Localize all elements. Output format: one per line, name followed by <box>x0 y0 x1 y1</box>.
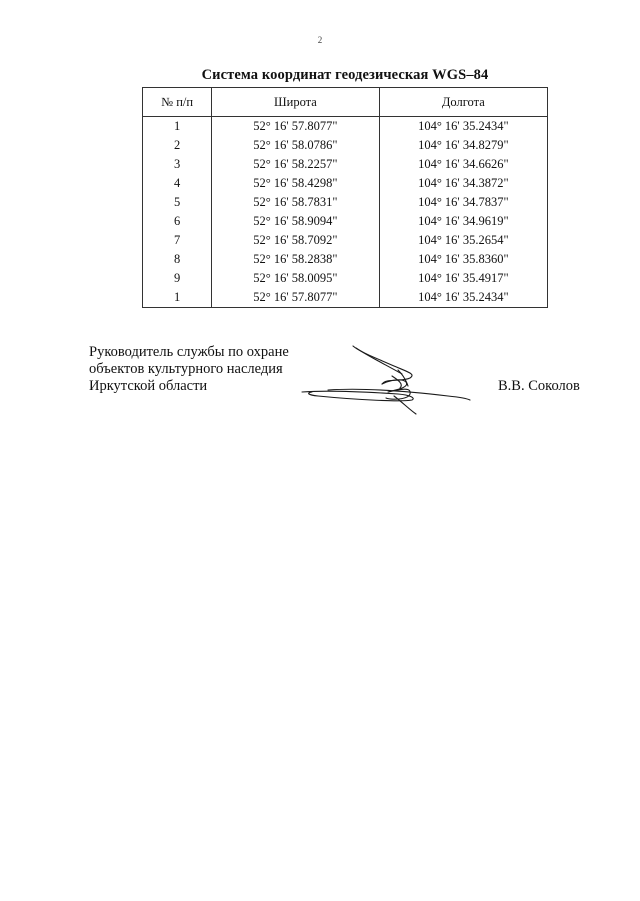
table-row <box>143 212 548 231</box>
row-number: 9 <box>143 269 212 288</box>
row-longitude: 104° 16' 34.6626" <box>379 155 547 174</box>
row-longitude: 104° 16' 35.8360" <box>379 250 547 269</box>
row-number: 3 <box>143 155 212 174</box>
row-longitude: 104° 16' 34.7837" <box>379 193 547 212</box>
handwritten-signature <box>298 340 478 420</box>
row-latitude: 52° 16' 58.7092" <box>212 231 379 250</box>
page-number: 2 <box>317 35 323 45</box>
signatory-position <box>89 344 289 395</box>
row-number: 1 <box>143 117 212 137</box>
header-number: № п/п <box>143 88 212 117</box>
row-longitude: 104° 16' 35.2434" <box>379 288 547 308</box>
signatory-position-line: Руководитель службы по охране <box>89 344 289 360</box>
table-row <box>143 250 548 269</box>
table-row <box>143 269 548 288</box>
row-number: 6 <box>143 212 212 231</box>
signatory-position-line: Иркутской области <box>89 378 208 394</box>
row-longitude: 104° 16' 34.3872" <box>379 174 547 193</box>
row-latitude: 52° 16' 58.4298" <box>212 174 379 193</box>
signatory-position-line: объектов культурного наследия <box>89 361 283 377</box>
row-longitude: 104° 16' 34.9619" <box>379 212 547 231</box>
table-row <box>143 231 548 250</box>
row-longitude: 104° 16' 35.4917" <box>379 269 547 288</box>
row-latitude: 52° 16' 58.0095" <box>212 269 379 288</box>
row-latitude: 52° 16' 58.7831" <box>212 193 379 212</box>
row-longitude: 104° 16' 35.2434" <box>379 117 547 137</box>
row-number: 5 <box>143 193 212 212</box>
header-latitude: Широта <box>212 88 379 117</box>
row-latitude: 52° 16' 58.2257" <box>212 155 379 174</box>
row-latitude: 52° 16' 58.2838" <box>212 250 379 269</box>
table-row <box>143 193 548 212</box>
signatory-name: В.В. Соколов <box>498 378 580 394</box>
table-title: Система координат геодезическая WGS–84 <box>201 67 489 83</box>
table-row <box>143 288 548 308</box>
row-number: 7 <box>143 231 212 250</box>
row-latitude: 52° 16' 58.0786" <box>212 136 379 155</box>
table-row <box>143 155 548 174</box>
row-latitude: 52° 16' 57.8077" <box>212 288 379 308</box>
row-longitude: 104° 16' 35.2654" <box>379 231 547 250</box>
row-number: 2 <box>143 136 212 155</box>
row-number: 8 <box>143 250 212 269</box>
table-header-row <box>143 88 548 117</box>
coordinates-table <box>142 87 548 308</box>
row-latitude: 52° 16' 57.8077" <box>212 117 379 137</box>
row-number: 4 <box>143 174 212 193</box>
row-longitude: 104° 16' 34.8279" <box>379 136 547 155</box>
table-row <box>143 174 548 193</box>
row-latitude: 52° 16' 58.9094" <box>212 212 379 231</box>
header-longitude: Долгота <box>379 88 547 117</box>
table-row <box>143 117 548 137</box>
table-row <box>143 136 548 155</box>
row-number: 1 <box>143 288 212 308</box>
